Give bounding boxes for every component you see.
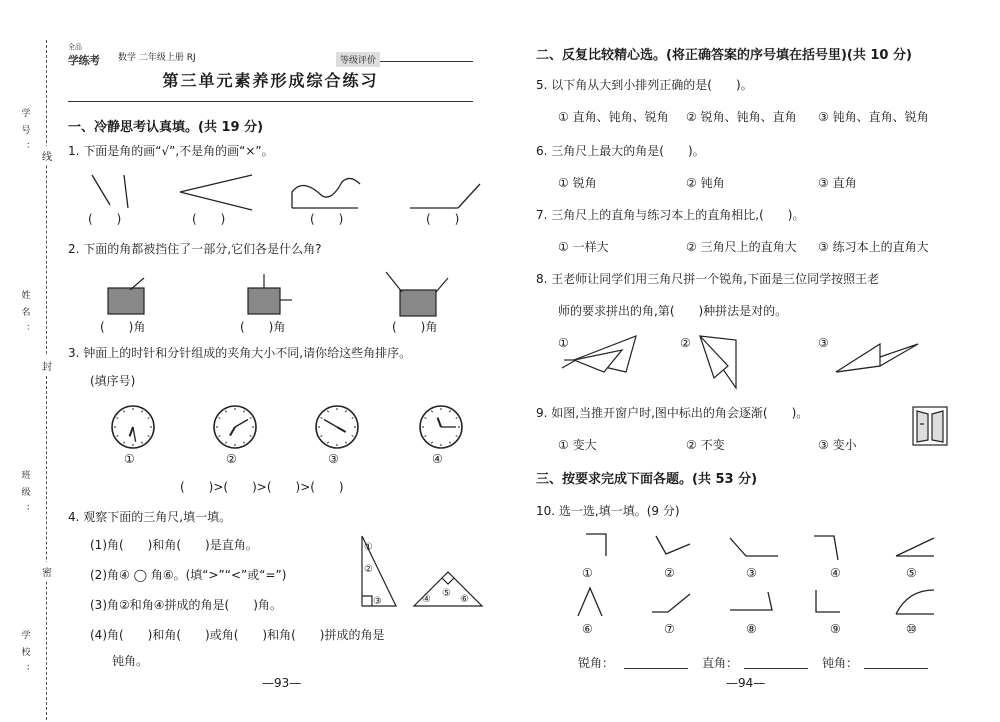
obtuse-answer-label: 钝角： xyxy=(822,656,859,670)
question-4-part-4-cont: 钝角。 xyxy=(112,654,149,668)
q8-label-1: ① xyxy=(558,336,569,350)
question-8-cont: 师的要求拼出的角,第( )种拼法是对的。 xyxy=(558,304,788,318)
school-field[interactable]: 学校： xyxy=(19,630,30,681)
q2-answer-1[interactable]: ( )角 xyxy=(100,320,146,334)
section-1-heading: 一、冷静思考认真填。(共 19 分) xyxy=(68,120,264,135)
triangle-angle-1: ① xyxy=(364,542,373,553)
student-number-field[interactable]: 学号： xyxy=(19,108,30,159)
question-10: 10. 选一选,填一填。(9 分) xyxy=(536,504,680,518)
q10-label-9: ⑨ xyxy=(830,622,841,636)
window-icon xyxy=(912,406,948,446)
q3-order-answer[interactable]: ( )>( )>( )>( ) xyxy=(180,480,344,494)
question-1: 1. 下面是角的画“√”,不是角的画“×”。 xyxy=(68,144,274,158)
q2-answer-2[interactable]: ( )角 xyxy=(240,320,286,334)
question-8: 8. 王老师让同学们用三角尺拼一个锐角,下面是三位同学按照王老 xyxy=(536,272,880,286)
q10-angles xyxy=(570,532,950,632)
triangle-angle-3: ③ xyxy=(373,596,382,607)
q8-figures xyxy=(560,330,940,394)
q5-option-2[interactable]: ② 锐角、钝角、直角 xyxy=(686,110,797,124)
grade-box xyxy=(336,48,473,66)
clock-face xyxy=(418,404,464,450)
clock-face xyxy=(314,404,360,450)
q2-answer-3[interactable]: ( )角 xyxy=(392,320,438,334)
acute-answer-line[interactable] xyxy=(624,668,688,669)
right-answer-label: 直角： xyxy=(702,656,739,670)
q9-option-2[interactable]: ② 不变 xyxy=(686,438,725,452)
question-3: 3. 钟面上的时针和分针组成的夹角大小不同,请你给这些角排序。 xyxy=(68,346,412,360)
right-page xyxy=(500,0,1000,722)
binding-gutter xyxy=(0,0,60,722)
page-title: 第三单元素养形成综合练习 xyxy=(162,71,379,90)
q5-option-1[interactable]: ① 直角、钝角、锐角 xyxy=(558,110,669,124)
triangle-angle-2: ② xyxy=(364,564,373,575)
q1-answer-1[interactable]: ( ) xyxy=(88,212,122,226)
q10-label-10: ⑩ xyxy=(906,622,917,636)
page-header xyxy=(68,43,473,67)
q9-option-3[interactable]: ③ 变小 xyxy=(818,438,857,452)
acute-answer-label: 锐角： xyxy=(578,656,615,670)
q10-label-7: ⑦ xyxy=(664,622,675,636)
page-number: —93— xyxy=(262,676,302,690)
name-field[interactable]: 姓名： xyxy=(19,290,30,341)
triangle-angle-5: ⑤ xyxy=(442,588,451,599)
class-field[interactable]: 班级： xyxy=(19,470,30,521)
q6-option-2[interactable]: ② 钝角 xyxy=(686,176,725,190)
q1-answer-2[interactable]: ( ) xyxy=(192,212,226,226)
q5-option-3[interactable]: ③ 钝角、直角、锐角 xyxy=(818,110,929,124)
subject-label: 数学 二年级上册 RJ xyxy=(118,53,196,63)
q2-figures xyxy=(100,268,480,318)
section-2-heading: 二、反复比较精心选。(将正确答案的序号填在括号里)(共 10 分) xyxy=(536,48,912,63)
q9-option-1[interactable]: ① 变大 xyxy=(558,438,597,452)
title-divider xyxy=(68,101,473,102)
question-4-part-3: (3)角②和角④拼成的角是( )角。 xyxy=(90,598,282,612)
question-4-part-4: (4)角( )和角( )或角( )和角( )拼成的角是 xyxy=(90,628,385,642)
grade-label: 等级评价 xyxy=(336,52,380,67)
question-7: 7. 三角尺上的直角与练习本上的直角相比,( )。 xyxy=(536,208,805,222)
clock-label-3: ③ xyxy=(328,452,339,466)
cut-mark: 线 xyxy=(42,146,52,165)
q10-label-5: ⑤ xyxy=(906,566,917,580)
question-5: 5. 以下角从大到小排列正确的是( )。 xyxy=(536,78,753,92)
q10-label-2: ② xyxy=(664,566,675,580)
q1-answer-4[interactable]: ( ) xyxy=(426,212,460,226)
q4-set-squares xyxy=(360,536,490,608)
triangle-angle-6: ⑥ xyxy=(460,594,469,605)
clock-label-2: ② xyxy=(226,452,237,466)
cut-mark: 密 xyxy=(42,562,52,581)
question-9: 9. 如图,当推开窗户时,图中标出的角会逐渐( )。 xyxy=(536,406,809,420)
clock-label-1: ① xyxy=(124,452,135,466)
obtuse-answer-line[interactable] xyxy=(864,668,928,669)
clock-face xyxy=(212,404,258,450)
triangle-angle-4: ④ xyxy=(422,594,431,605)
cut-mark: 封 xyxy=(42,356,52,375)
q10-label-8: ⑧ xyxy=(746,622,757,636)
q10-label-6: ⑥ xyxy=(582,622,593,636)
question-6: 6. 三角尺上最大的角是( )。 xyxy=(536,144,705,158)
q1-figures xyxy=(80,170,490,215)
q10-label-3: ③ xyxy=(746,566,757,580)
q7-option-3[interactable]: ③ 练习本上的直角大 xyxy=(818,240,929,254)
q1-answer-3[interactable]: ( ) xyxy=(310,212,344,226)
question-4-part-1: (1)角( )和角( )是直角。 xyxy=(90,538,258,552)
page-number: —94— xyxy=(726,676,766,690)
section-3-heading: 三、按要求完成下面各题。(共 53 分) xyxy=(536,472,758,487)
q6-option-1[interactable]: ① 锐角 xyxy=(558,176,597,190)
q10-label-1: ① xyxy=(582,566,593,580)
question-4: 4. 观察下面的三角尺,填一填。 xyxy=(68,510,232,524)
cut-line xyxy=(46,40,47,720)
q8-label-3: ③ xyxy=(818,336,829,350)
clock-face xyxy=(110,404,156,450)
clock-label-4: ④ xyxy=(432,452,443,466)
question-2: 2. 下面的角都被挡住了一部分,它们各是什么角? xyxy=(68,242,322,256)
q7-option-2[interactable]: ② 三角尺上的直角大 xyxy=(686,240,797,254)
q6-option-3[interactable]: ③ 直角 xyxy=(818,176,857,190)
question-4-part-2: (2)角④ ◯ 角⑥。(填“>”“<”或“=”) xyxy=(90,568,287,582)
q8-label-2: ② xyxy=(680,336,691,350)
question-3-note: (填序号) xyxy=(90,374,136,388)
q10-label-4: ④ xyxy=(830,566,841,580)
brand-logo: 全品 学练考 xyxy=(68,43,100,67)
right-answer-line[interactable] xyxy=(744,668,808,669)
q7-option-1[interactable]: ① 一样大 xyxy=(558,240,609,254)
